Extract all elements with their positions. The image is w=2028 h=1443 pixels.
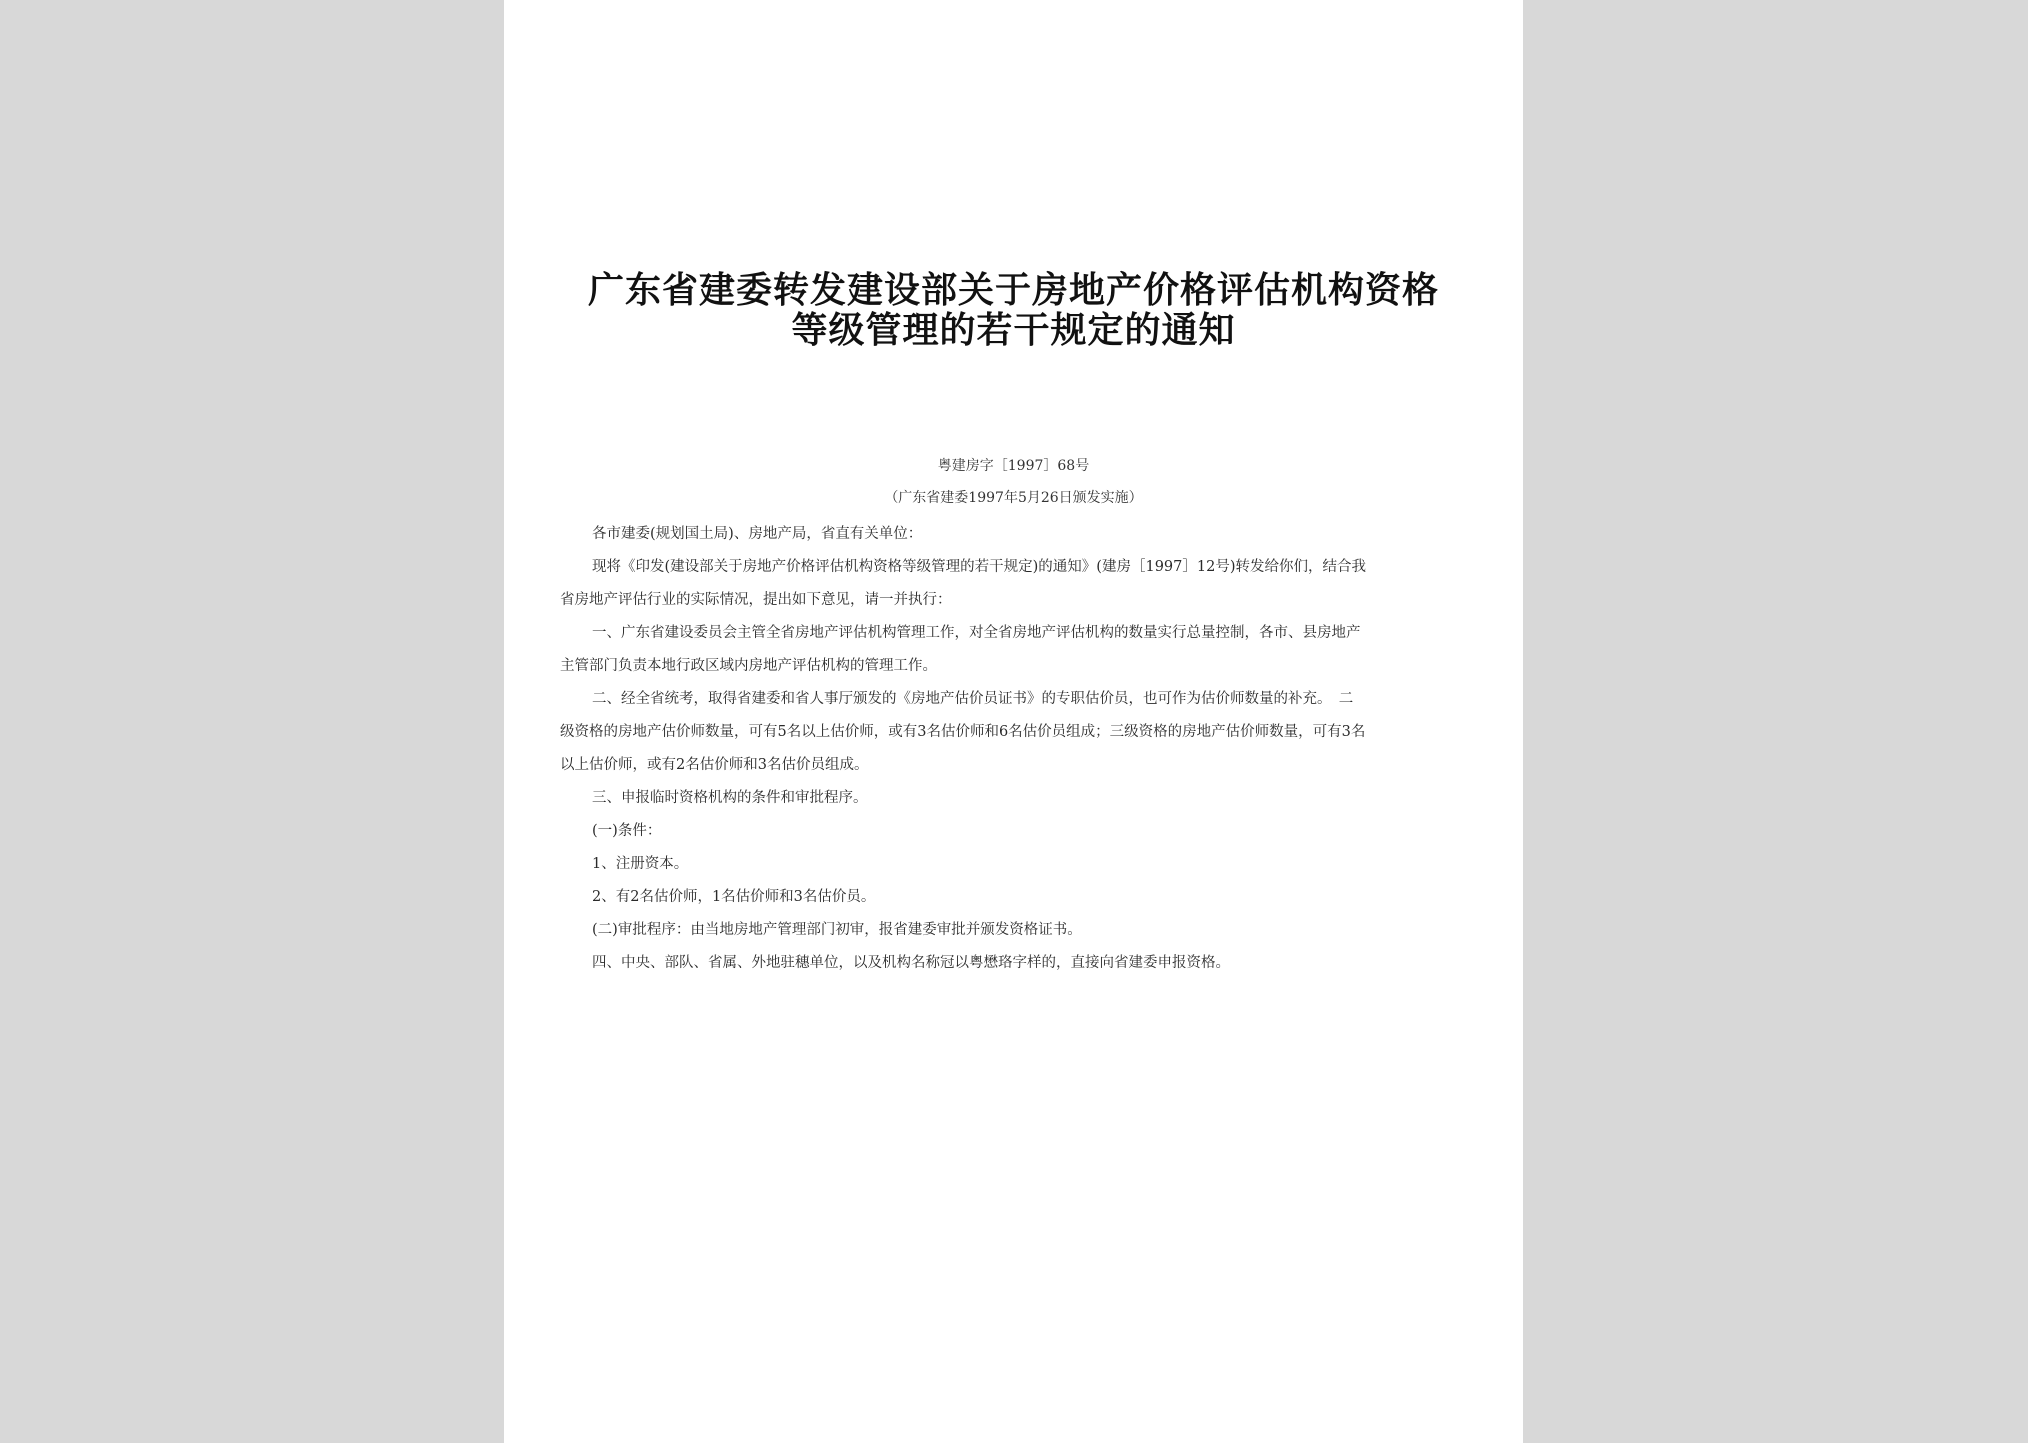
document-title-line-1: 广东省建委转发建设部关于房地产价格评估机构资格 — [587, 270, 1439, 311]
document-page — [504, 0, 1523, 1443]
body-line: (一)条件： — [592, 823, 662, 839]
body-line: 二、经全省统考，取得省建委和省人事厅颁发的《房地产估价员证书》的专职估价员，也可作为估价师数量的补充。 二 — [592, 691, 1354, 707]
body-line: 四、中央、部队、省属、外地驻穗单位，以及机构名称冠以粤懋珞字样的，直接向省建委申报资格。 — [592, 955, 1230, 971]
body-line-addressee: 各市建委(规划国土局)、房地产局，省直有关单位： — [592, 526, 923, 542]
body-line: 一、广东省建设委员会主管全省房地产评估机构管理工作，对全省房地产评估机构的数量实行总量控制，各市、县房地产 — [592, 625, 1361, 641]
body-line: 现将《印发(建设部关于房地产价格评估机构资格等级管理的若干规定)的通知》(建房［1997］12号)转发给你们，结合我 — [592, 559, 1366, 575]
body-line: 1、注册资本。 — [592, 856, 689, 872]
body-line: 主管部门负责本地行政区域内房地产评估机构的管理工作。 — [560, 658, 937, 674]
body-line: 省房地产评估行业的实际情况，提出如下意见，请一并执行： — [560, 592, 952, 608]
body-line: 级资格的房地产估价师数量，可有5名以上估价师，或有3名估价师和6名估价员组成；三级资格的房地产估价师数量，可有3名 — [560, 724, 1366, 740]
body-line: 三、申报临时资格机构的条件和审批程序。 — [592, 790, 868, 806]
body-line: (二)审批程序：由当地房地产管理部门初审，报省建委审批并颁发资格证书。 — [592, 922, 1082, 938]
document-title-line-2: 等级管理的若干规定的通知 — [791, 310, 1236, 351]
issue-note: （广东省建委1997年5月26日颁发实施） — [884, 490, 1143, 506]
body-line: 以上估价师，或有2名估价师和3名估价员组成。 — [560, 757, 869, 773]
body-line: 2、有2名估价师，1名估价师和3名估价员。 — [592, 889, 876, 905]
document-number: 粤建房字［1997］68号 — [937, 458, 1090, 474]
